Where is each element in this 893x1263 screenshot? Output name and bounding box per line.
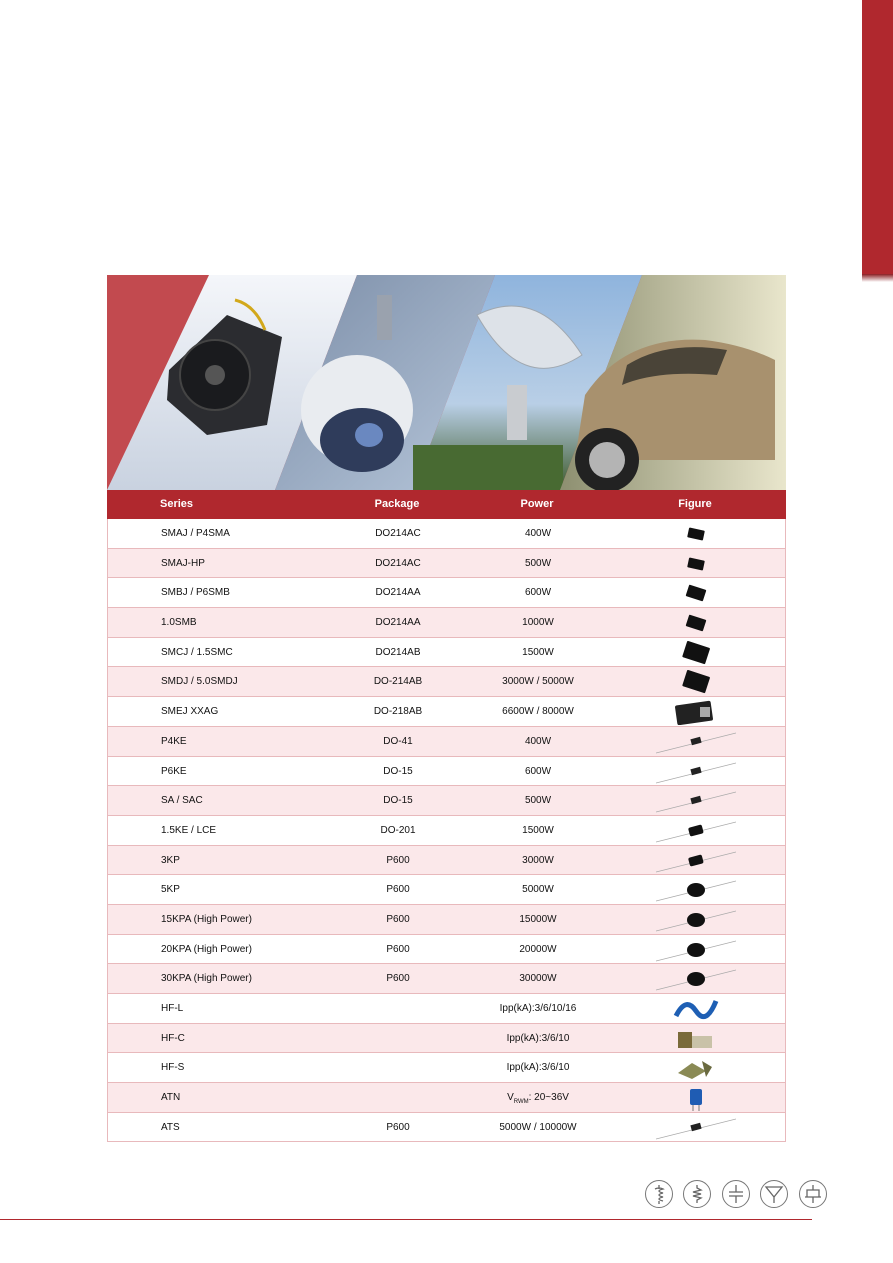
cell-series: SMAJ-HP [161,557,205,569]
table-row [107,875,786,905]
cell-series: HF-C [161,1032,185,1044]
relay-icon [799,1180,827,1208]
product-table [107,490,786,1142]
table-row [107,608,786,638]
figure-axial-medium [656,848,736,874]
cell-package: P600 [386,854,410,866]
cell-package: DO214AC [375,557,421,569]
header-power: Power [520,498,554,510]
cell-power: Ipp(kA):3/6/10/16 [499,1003,577,1014]
table-row [107,786,786,816]
table-row [107,1083,786,1113]
cell-series: SMCJ / 1.5SMC [161,646,233,658]
cell-package: DO214AA [375,617,421,629]
cell-package: P600 [386,913,410,925]
figure-smd-medium [656,580,736,606]
cell-power: $V_{RWM}$: 20~36V [507,1092,569,1106]
table-row [107,757,786,787]
cell-power: 400W [524,528,552,539]
table-row [107,846,786,876]
cell-package: DO214AB [375,646,421,658]
capacitor-icon [722,1180,750,1208]
figure-hf-l [656,996,736,1022]
cell-package: DO-41 [383,735,413,747]
cell-series: 20KPA (High Power) [161,943,252,955]
table-row [107,519,786,549]
cell-package: P600 [386,943,410,955]
table-row [107,1053,786,1083]
cell-package: P600 [386,884,410,896]
cell-power: 1000W [522,617,554,629]
footer-rule [0,1219,812,1220]
cell-power: 3000W / 5000W [502,676,574,688]
figure-atn [656,1085,736,1111]
cell-power: Ipp(kA):3/6/10 [506,1032,570,1044]
cell-series: ATS [161,1121,180,1133]
table-row [107,1113,786,1143]
table-row [107,994,786,1024]
cell-power: 600W [524,765,552,777]
inductor-icon [645,1180,673,1208]
cell-series: 5KP [161,884,180,896]
figure-smd-medium [656,610,736,636]
figure-axial-large [656,937,736,963]
cell-series: HF-S [161,1062,185,1074]
header-package: Package [374,498,420,510]
figure-smd-small [656,521,736,547]
cell-series: 1.5KE / LCE [161,824,217,836]
figure-axial-small [656,788,736,814]
cell-package: DO-214AB [373,676,423,688]
cell-package: P600 [386,973,410,985]
cell-package: DO-218AB [373,706,423,718]
figure-smd-large [656,640,736,666]
cell-series: 15KPA (High Power) [161,913,252,925]
figure-axial-large [656,877,736,903]
table-row [107,697,786,727]
cell-power: 600W [524,587,552,599]
cell-package: DO-201 [380,824,416,836]
antenna-icon [760,1180,788,1208]
cell-power: 3000W [522,854,554,866]
header-series: Series [160,498,194,510]
cell-series: SMBJ / P6SMB [161,587,230,599]
cell-package: P600 [386,1121,410,1133]
resistor-icon [683,1180,711,1208]
cell-power: 1500W [522,824,554,836]
table-row [107,964,786,994]
cell-power: 5000W [522,884,554,896]
cell-power: 5000W / 10000W [499,1121,577,1133]
figure-axial-small [656,759,736,785]
cell-series: SMDJ / 5.0SMDJ [161,676,238,688]
cell-series: P4KE [161,735,187,747]
figure-axial-small [656,1115,736,1141]
table-row [107,638,786,668]
table-row [107,816,786,846]
cell-series: ATN [161,1092,181,1104]
cell-power: 30000W [519,973,557,985]
figure-axial-small [656,729,736,755]
figure-smd-xl [656,699,736,725]
cell-series: 30KPA (High Power) [161,973,252,985]
cell-power: 6600W / 8000W [502,706,574,718]
cell-power: 1500W [522,646,554,658]
cell-series: 1.0SMB [161,617,197,629]
table-row [107,727,786,757]
cell-series: HF-L [161,1003,184,1014]
figure-hf-c [656,1026,736,1052]
table-row [107,578,786,608]
figure-hf-s [656,1055,736,1081]
table-header [107,490,786,519]
table-row [107,935,786,965]
figure-axial-medium [656,818,736,844]
cell-series: SMEJ XXAG [161,706,219,718]
footer-icons [645,1180,833,1210]
cell-power: Ipp(kA):3/6/10 [506,1062,570,1074]
cell-series: SA / SAC [161,795,203,807]
figure-axial-large [656,907,736,933]
cell-power: 500W [524,795,552,807]
table-row [107,549,786,579]
cell-package: DO-15 [383,765,413,777]
application-banner [107,275,786,490]
header-figure: Figure [678,498,712,510]
side-tab [862,0,893,274]
cell-package: DO-15 [383,795,413,807]
figure-axial-large [656,966,736,992]
cell-package: DO214AA [375,587,421,599]
figure-smd-small [656,551,736,577]
table-row [107,667,786,697]
cell-power: 15000W [519,913,557,925]
table-row [107,905,786,935]
cell-series: P6KE [161,765,187,777]
cell-power: 400W [524,735,552,747]
table-row [107,1024,786,1054]
figure-smd-large [656,669,736,695]
cell-package: DO214AC [375,528,421,539]
cell-power: 20000W [519,943,557,955]
cell-power: 500W [524,557,552,569]
cell-series: 3KP [161,854,180,866]
cell-series: SMAJ / P4SMA [161,528,230,539]
